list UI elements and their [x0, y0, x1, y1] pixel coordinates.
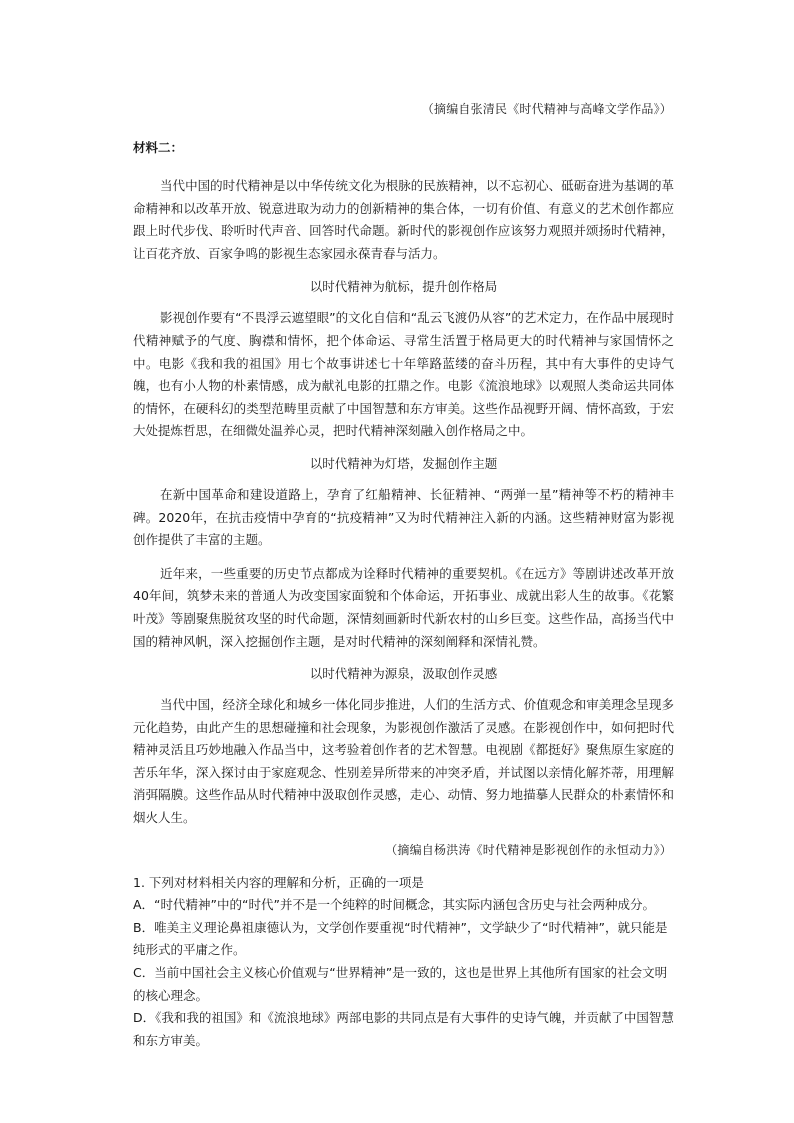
option-b: B．唯美主义理论鼻祖康德认为，文学创作要重视“时代精神”，文学缺少了“时代精神”，就只能是纯形式的平庸之作。: [133, 919, 668, 958]
option-c: C．当前中国社会主义核心价值观与“世界精神”是一致的，这也是世界上其他所有国家的社会文明的核心理念。: [133, 965, 668, 1003]
section-heading-3: 以时代精神为源泉，汲取创作灵感: [309, 666, 498, 682]
section-heading-2: 以时代精神为灯塔，发掘创作主题: [309, 455, 498, 471]
option-a: A．“时代精神”中的“时代”并不是一个纯粹的时间概念，其实际内涵包含历史与社会两种成分。: [133, 897, 655, 913]
section-3-paragraph-1: 当代中国，经济全球化和城乡一体化同步推进，人们的生活方式、价值观念和审美理念呈现多元化趋势，由此产生的思想碰撞和社会现象，为影视创作激活了灵感。在影视创作中，如何把时代精神灵活且巧妙地融入作品当中，这考验着创作者的艺术智慧。电视剧《都挺好》聚焦原生家庭的苦乐年华，深入探讨由于家庭观念、性别差异所带来的冲突矛盾，并试图以亲情化解芥蒂，用理解消弭隔膜。这些作品从时代精神中汲取创作灵感，走心、动情、努力地描摹人民群众的朴素情怀和烟火人生。: [133, 697, 674, 826]
section-2-paragraph-1: 在新中国革命和建设道路上，孕育了红船精神、长征精神、“两弹一星”精神等不朽的精神丰碑。2020年，在抗击疫情中孕育的“抗疫精神”又为时代精神注入新的内涵。这些精神财富为影视创作提供了丰富的主题。: [133, 486, 674, 548]
material-2-label: 材料二：: [133, 140, 184, 155]
intro-paragraph: 当代中国的时代精神是以中华传统文化为根脉的民族精神，以不忘初心、砥砺奋进为基调的革命精神和以改革开放、锐意进取为动力的创新精神的集合体，一切有价值、有意义的艺术创作都应跟上时代步伐、聆听时代声音、回答时代命题。新时代的影视创作应该努力观照并颂扬时代精神，让百花齐放、百家争鸣的影视生态家园永葆青春与活力。: [133, 178, 674, 261]
section-heading-1: 以时代精神为航标，提升创作格局: [309, 279, 498, 295]
question-stem: 1. 下列对材料相关内容的理解和分析，正确的一项是: [133, 874, 424, 890]
source-citation-2: （摘编自杨洪涛《时代精神是影视创作的永恒动力》）: [385, 842, 672, 857]
section-1-paragraph-1: 影视创作要有“不畏浮云遮望眼”的文化自信和“乱云飞渡仍从容”的艺术定力，在作品中展现时代精神赋予的气度、胸襟和情怀，把个体命运、寻常生活置于格局更大的时代精神与家国情怀之中。电影《我和我的祖国》用七个故事讲述七十年筚路蓝缕的奋斗历程，其中有大事件的史诗气魄，也有小人物的朴素情感，成为献礼电影的扛鼎之作。电影《流浪地球》以观照人类命运共同体的情怀，在硬科幻的类型范畴里贡献了中国智慧和东方审美。这些作品视野开阔、情怀高致，于宏大处提炼哲思，在细微处温养心灵，把时代精神深刻融入创作格局之中。: [133, 310, 674, 439]
section-2-paragraph-2: 近年来，一些重要的历史节点都成为诠释时代精神的重要契机。《在远方》等剧讲述改革开放40年间，筑梦未来的普通人为改变国家面貌和个体命运，开拓事业、成就出彩人生的故事。《花繁叶茂》等剧聚焦脱贫攻坚的时代命题，深情刻画新时代新农村的山乡巨变。这些作品，高扬当代中国的精神风帆，深入挖掘创作主题，是对时代精神的深刻阐释和深情礼赞。: [133, 565, 674, 649]
option-d: D．《我和我的祖国》和《流浪地球》两部电影的共同点是有大事件的史诗气魄，并贡献了中国智慧和东方审美。: [133, 1010, 674, 1048]
source-citation-1: （摘编自张清民《时代精神与高峰文学作品》）: [421, 102, 672, 116]
